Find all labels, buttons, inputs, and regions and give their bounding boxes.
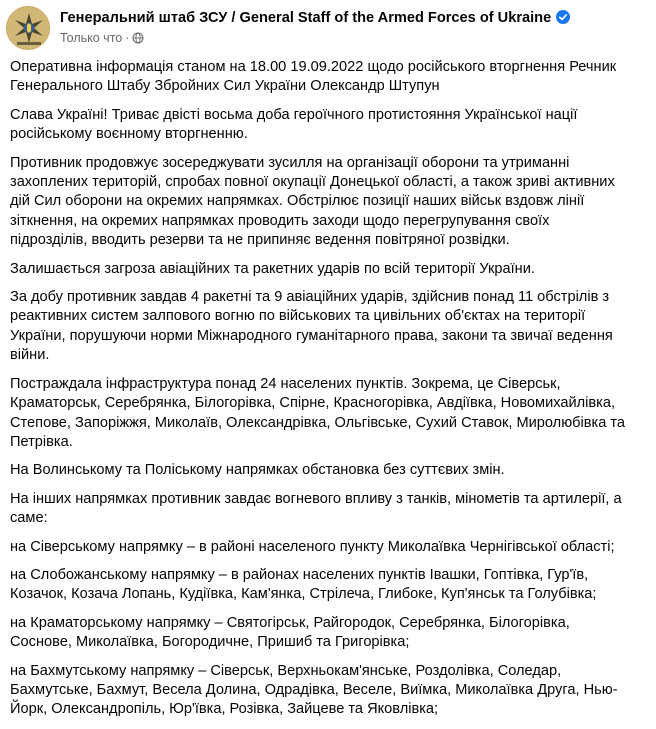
verified-badge-icon (556, 10, 570, 24)
post-paragraph: Залишається загроза авіаційних та ракетних ударів по всій території України. (10, 260, 535, 277)
page-name-link[interactable] (60, 10, 570, 26)
post-paragraph: на Слобожанському напрямку – в районах населених пунктів Івашки, Гоптівка, Гур'їв, Козачок, Козача Лопань, Кудіївка, Кам'янка, Стрілеча, Глибоке, Куп'янськ та Голубівка; (10, 566, 597, 603)
post-header (6, 6, 650, 52)
armed-forces-emblem-icon (7, 7, 50, 50)
post-meta (60, 31, 144, 45)
post-paragraph: Постраждала інфраструктура понад 24 населених пунктів. Зокрема, це Сіверськ, Краматорськ, Серебрянка, Білогорівка, Спірне, Красногорівка, Авдіївка, Новомихайлівка, Степове, Запоріжжя, Миколаїв, Олександрівка, Ольгівське, Сухий Ставок, Миролюбівка та Петрівка. (10, 375, 626, 450)
post-paragraph: Противник продовжує зосереджувати зусилля на організації оборони та утриманні захоплених територій, спробах повної окупації Донецької області, а також зриві активних дій Сил оборони на окремих напрямках. Обстрілює позиції наших військ вздовж лінії зіткнення, на окремих напрямках проводить заходи щодо перегрупування своїх підрозділів, вводить резерви та не припиняє ведення повітряної розвідки. (10, 154, 615, 249)
page-name[interactable]: Генеральний штаб ЗСУ / General Staff of the Armed Forces of Ukraine (60, 10, 552, 26)
post-paragraph: Слава Україні! Триває двісті восьма доба героїчного протистояння Української нації російському воєнному вторгненню. (10, 106, 578, 143)
post-body (10, 58, 630, 729)
globe-icon[interactable] (132, 32, 144, 44)
page-avatar[interactable] (6, 6, 50, 50)
post-paragraph: На інших напрямках противник завдає вогневого впливу з танків, мінометів та артилерії, а саме: (10, 490, 622, 527)
meta-separator: · (125, 31, 130, 45)
post-paragraph: Оперативна інформація станом на 18.00 19.09.2022 щодо російського вторгнення Речник Генерального Штабу Збройних Сил України Олександр Штупун (10, 59, 617, 95)
post-paragraph: на Бахмутському напрямку – Сіверськ, Верхньокам'янське, Роздолівка, Соледар, Бахмутське, Бахмут, Весела Долина, Одрадівка, Веселе, Виїмка, Миколаївка Друга, Нью-Йорк, Олександропіль, Юр'ївка, Розівка, Зайцеве та Яковлівка; (10, 662, 618, 718)
post-paragraph: на Краматорському напрямку – Святогірськ, Райгородок, Серебрянка, Білогорівка, Соснове, Миколаївка, Богородичне, Пришиб та Григорівка; (10, 614, 570, 651)
post-timestamp[interactable]: Только что (60, 31, 123, 45)
post-paragraph: На Волинському та Поліському напрямках обстановка без суттєвих змін. (10, 462, 505, 479)
post-paragraph: За добу противник завдав 4 ракетні та 9 авіаційних ударів, здійснив понад 11 обстрілів з реактивних систем залпового вогню по військових та цивільних об'єктах на території України, порушуючи норми Міжнародного гуманітарного права, закони та звичаї ведення війни. (10, 289, 613, 364)
post-paragraph: на Сіверському напрямку – в районі населеного пункту Миколаївка Чернігівської області; (10, 538, 615, 555)
